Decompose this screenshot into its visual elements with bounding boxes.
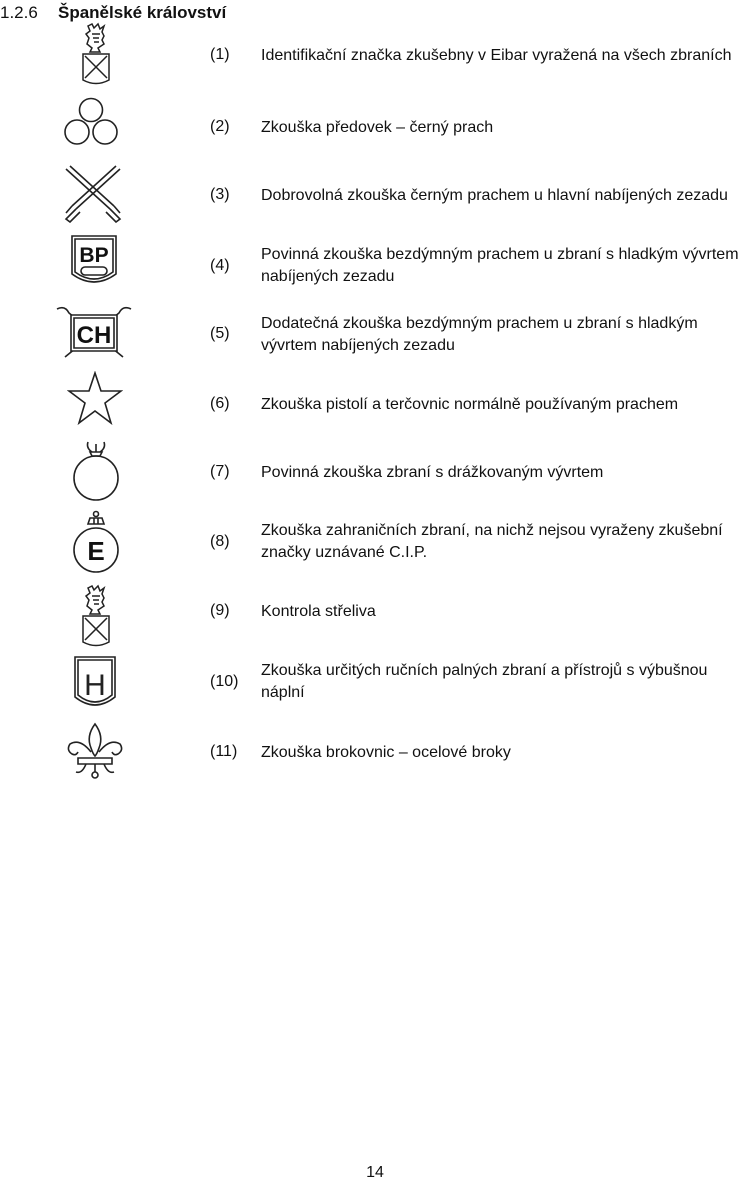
- star-icon: [67, 371, 123, 425]
- knight-head-shield-icon: [78, 22, 114, 88]
- mark-description-3: Dobrovolná zkouška černým prachem u hlavní nabíjených zezadu: [261, 187, 728, 204]
- mark-description-4: Povinná zkouška bezdýmným prachem u zbraní s hladkým vývrtem nabíjených zezadu: [261, 246, 739, 285]
- ch-shield-swords-icon: [55, 301, 133, 361]
- mark-description-8: Zkouška zahraničních zbraní, na nichž nejsou vyraženy zkušební značky uznávané C.I.P.: [261, 522, 723, 561]
- mark-description-9: Kontrola střeliva: [261, 603, 376, 620]
- section-number: 1.2.6: [0, 3, 38, 22]
- mark-code-6: (6): [210, 395, 230, 412]
- mark-description-6: Zkouška pistolí a terčovnic normálně používaným prachem: [261, 396, 679, 413]
- mark-description-2: Zkouška předovek – černý prach: [261, 119, 494, 136]
- mark-code-8: (8): [210, 533, 230, 550]
- crossed-rifles-icon: [62, 163, 124, 223]
- e-mark-letter: E: [87, 536, 105, 566]
- three-circles-icon: [62, 97, 120, 147]
- mark-code-7: (7): [210, 463, 230, 480]
- mark-description-5: Dodatečná zkouška bezdýmným prachem u zbraní s hladkým vývrtem nabíjených zezadu: [261, 315, 698, 354]
- mark-description-10: Zkouška určitých ručních palných zbraní a přístrojů s výbušnou náplní: [261, 662, 708, 701]
- mark-description-11: Zkouška brokovnic – ocelové broky: [261, 744, 511, 761]
- ch-mark-letters: CH: [76, 322, 112, 349]
- mark-description-7: Povinná zkouška zbraní s drážkovaným vývrtem: [261, 464, 604, 481]
- pomegranate-icon: [70, 440, 122, 502]
- section-title: Španělské království: [58, 3, 227, 22]
- crowned-e-icon: [70, 510, 122, 574]
- bp-shield-icon: [68, 234, 120, 290]
- page-number: 14: [366, 1164, 384, 1181]
- mark-code-11: (11): [210, 743, 238, 760]
- fleur-de-lis-icon: [64, 722, 126, 780]
- h-shield-icon: [72, 655, 118, 713]
- mark-code-1: (1): [210, 46, 230, 63]
- mark-code-10: (10): [210, 673, 239, 690]
- mark-code-2: (2): [210, 118, 230, 135]
- h-mark-letter: H: [84, 669, 106, 702]
- mark-code-4: (4): [210, 257, 230, 274]
- mark-description-1: Identifikační značka zkušebny v Eibar vyražená na všech zbraních: [261, 47, 732, 64]
- section-heading: [0, 3, 226, 23]
- knight-head-shield-icon: [78, 584, 114, 650]
- mark-code-9: (9): [210, 602, 230, 619]
- mark-code-3: (3): [210, 186, 230, 203]
- bp-mark-letters: BP: [79, 244, 109, 267]
- mark-code-5: (5): [210, 325, 230, 342]
